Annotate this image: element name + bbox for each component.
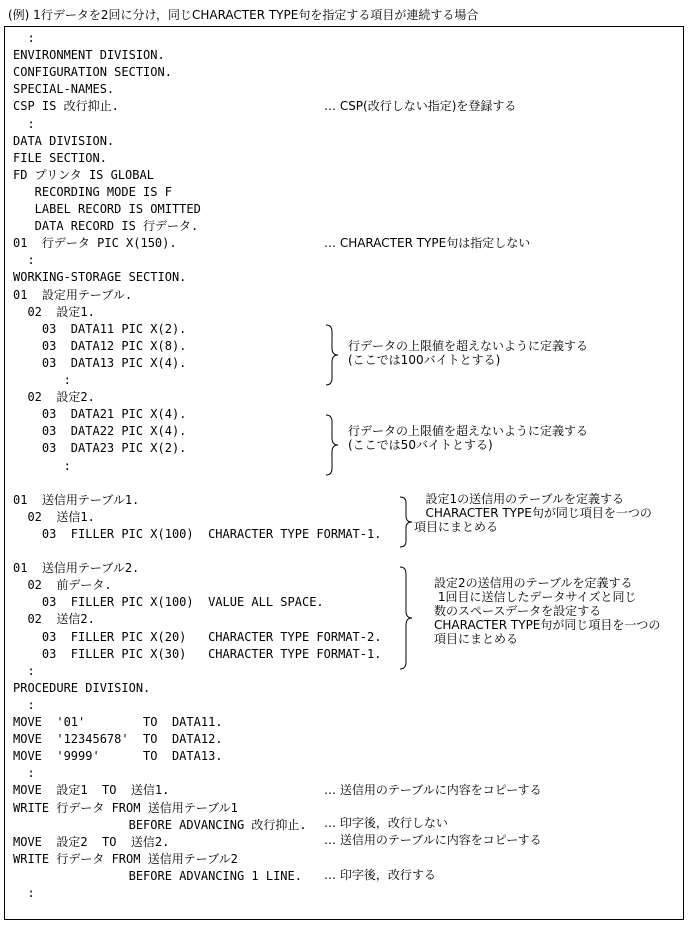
code-line: SPECIAL-NAMES. (13, 82, 115, 96)
code-line: : (13, 31, 35, 45)
code-line: : (13, 698, 35, 712)
note-brace-1: 行データの上限値を超えないように定義する (ここでは100バイトとする) (348, 339, 589, 367)
code-line: BEFORE ADVANCING 改行抑止. (13, 818, 307, 832)
code-line: : (13, 459, 71, 473)
code-line: 01 設定用テーブル. (13, 288, 133, 302)
note-char-type: … CHARACTER TYPE句は指定しない (324, 236, 531, 250)
code-line: FD プリンタ IS GLOBAL (13, 168, 154, 182)
code-line: WORKING-STORAGE SECTION. (13, 270, 187, 284)
note-print-1: … 印字後，改行しない (324, 816, 448, 830)
code-line: WRITE 行データ FROM 送信用テーブル2 (13, 852, 238, 866)
note-csp: … CSP(改行しない指定)を登録する (324, 99, 517, 113)
note-brace-4: 設定2の送信用のテーブルを定義する 1回目に送信したデータサイズと同じ 数のスペースデータを設定する CHARACTER TYPE句が同じ項目を一つの 項目にまとめる (434, 576, 661, 646)
code-line: 01 行データ PIC X(150). (13, 236, 177, 250)
code-line: 03 DATA12 PIC X(8). (13, 339, 187, 353)
code-line: MOVE '12345678' TO DATA12. (13, 732, 223, 746)
code-line: DATA DIVISION. (13, 134, 115, 148)
code-line: LABEL RECORD IS OMITTED (13, 202, 201, 216)
code-line: 03 FILLER PIC X(100) VALUE ALL SPACE. (13, 595, 324, 609)
code-line: : (13, 886, 35, 900)
code-line: 02 送信1. (13, 510, 95, 524)
code-line: 03 DATA22 PIC X(4). (13, 424, 187, 438)
code-line: 02 設定2. (13, 390, 95, 404)
example-caption: (例) 1行データを2回に分け，同じCHARACTER TYPE句を指定する項目が連続する場合 (8, 8, 479, 22)
code-line: CONFIGURATION SECTION. (13, 65, 172, 79)
code-line: DATA RECORD IS 行データ. (13, 219, 199, 233)
code-line: FILE SECTION. (13, 151, 107, 165)
brace-icon (324, 324, 344, 386)
code-line: WRITE 行データ FROM 送信用テーブル1 (13, 801, 238, 815)
code-line: PROCEDURE DIVISION. (13, 681, 151, 695)
code-line: 03 FILLER PIC X(20) CHARACTER TYPE FORMAT-2. (13, 630, 382, 644)
code-line: RECORDING MODE IS F (13, 185, 172, 199)
code-line: MOVE 設定1 TO 送信1. (13, 783, 170, 797)
note-brace-3: 設定1の送信用のテーブルを定義する CHARACTER TYPE句が同じ項目を一つの 項目にまとめる (414, 492, 652, 534)
code-line: ENVIRONMENT DIVISION. (13, 48, 165, 62)
code-line: : (13, 117, 35, 131)
code-line: 01 送信用テーブル1. (13, 493, 140, 507)
note-brace-2: 行データの上限値を超えないように定義する (ここでは50バイトとする) (348, 424, 589, 452)
code-line: : (13, 664, 35, 678)
note-copy-1: … 送信用のテーブルに内容をコピーする (324, 783, 542, 797)
code-line: 03 FILLER PIC X(30) CHARACTER TYPE FORMAT-1. (13, 647, 382, 661)
code-line: 03 DATA23 PIC X(2). (13, 441, 187, 455)
note-print-2: … 印字後，改行する (324, 868, 436, 882)
code-line: 03 DATA11 PIC X(2). (13, 322, 187, 336)
code-line: : (13, 373, 71, 387)
code-line: MOVE '9999' TO DATA13. (13, 749, 223, 763)
code-line: 03 DATA13 PIC X(4). (13, 356, 187, 370)
code-line: CSP IS 改行抑止. (13, 99, 119, 113)
code-line: MOVE 設定2 TO 送信2. (13, 835, 170, 849)
code-line: BEFORE ADVANCING 1 LINE. (13, 869, 302, 883)
code-line: 01 送信用テーブル2. (13, 561, 140, 575)
code-line: 03 DATA21 PIC X(4). (13, 407, 187, 421)
brace-icon (324, 414, 344, 476)
code-line: 02 送信2. (13, 612, 95, 626)
code-line: MOVE '01' TO DATA11. (13, 715, 223, 729)
code-line: 02 設定1. (13, 305, 95, 319)
note-copy-2: … 送信用のテーブルに内容をコピーする (324, 833, 542, 847)
code-line: 02 前データ. (13, 578, 112, 592)
code-line: 03 FILLER PIC X(100) CHARACTER TYPE FORMAT-1. (13, 527, 382, 541)
code-line: : (13, 766, 35, 780)
brace-icon (398, 566, 418, 670)
code-line: : (13, 253, 35, 267)
